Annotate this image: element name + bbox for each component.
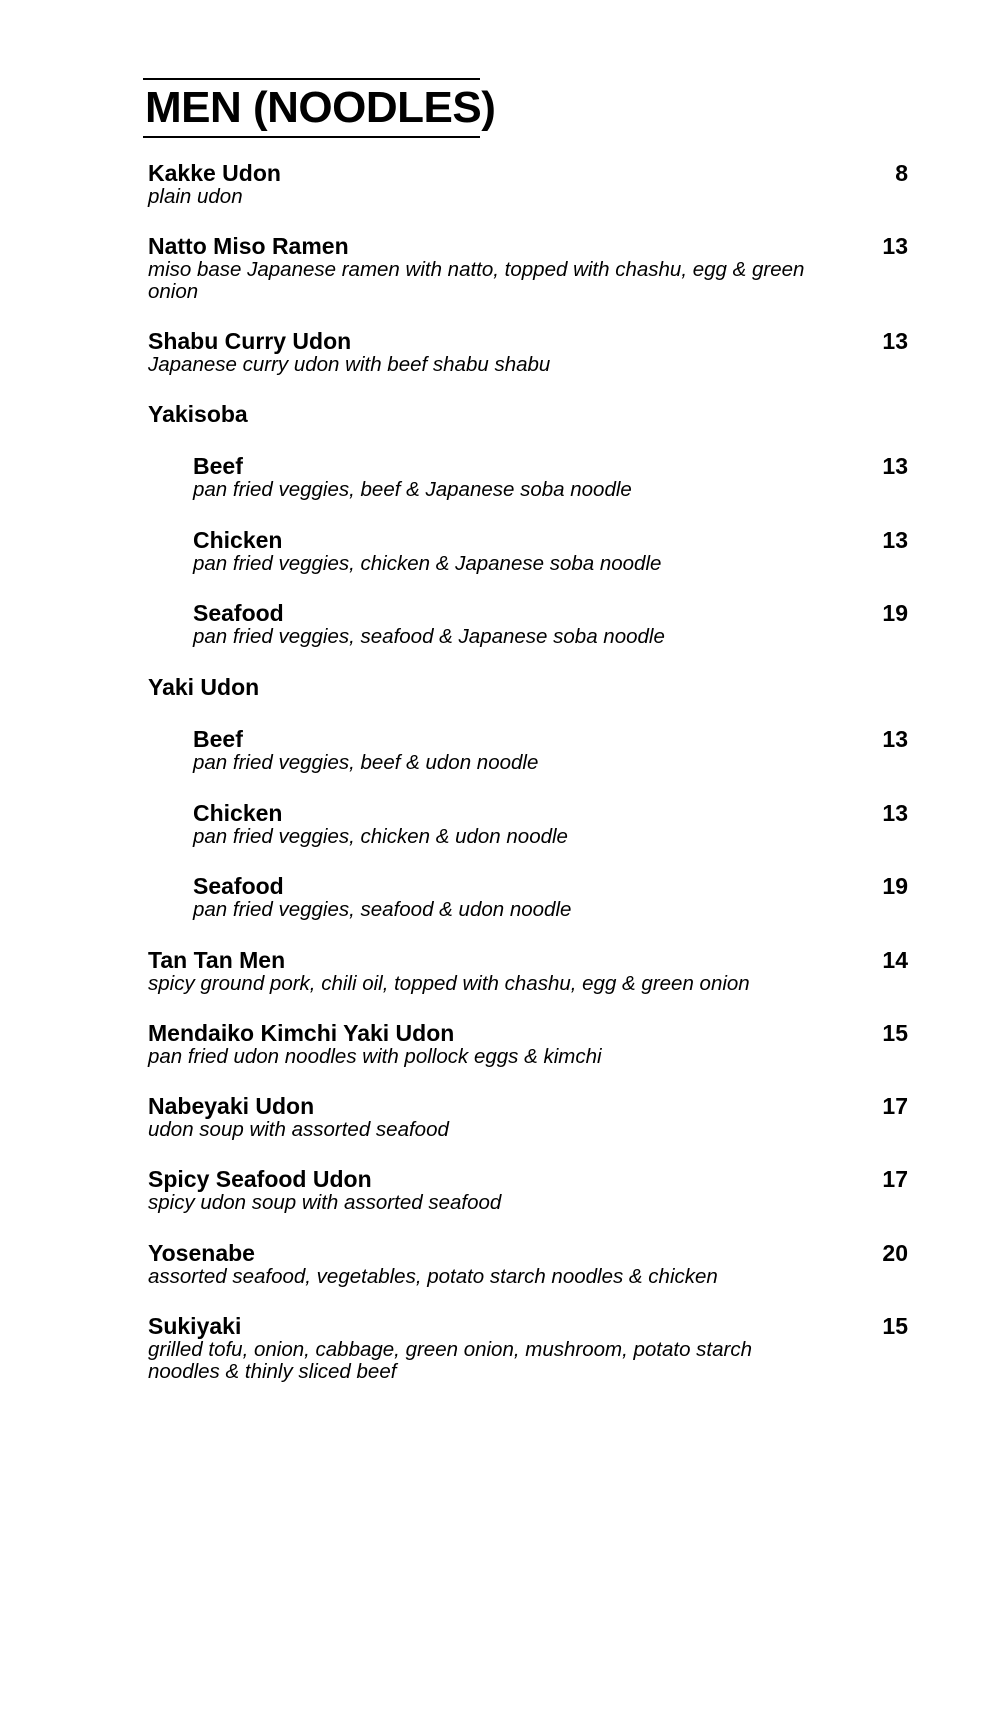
group-heading-yaki-udon: Yaki Udon [148,674,260,700]
item-price: 13 [882,453,908,479]
item-description: Japanese curry udon with beef shabu shabu [148,353,551,376]
item-description: pan fried veggies, seafood & Japanese soba noodle [193,625,665,648]
menu-item-yosenabe [148,1240,908,1288]
menu-item-nabeyaki-udon [148,1093,908,1141]
group-heading-yakisoba: Yakisoba [148,401,248,427]
item-description: spicy ground pork, chili oil, topped with chashu, egg & green onion [148,972,750,995]
item-name: Mendaiko Kimchi Yaki Udon [148,1020,455,1046]
menu-item-tan-tan-men [148,947,908,995]
item-name: Spicy Seafood Udon [148,1166,372,1192]
menu-item-yaki-udon-chicken [193,800,908,848]
item-description: spicy udon soup with assorted seafood [148,1191,502,1214]
item-price: 15 [882,1313,908,1339]
item-description: pan fried veggies, chicken & Japanese soba noodle [193,552,662,575]
item-description: pan fried veggies, beef & udon noodle [193,751,539,774]
item-name: Seafood [193,873,284,899]
item-price: 14 [882,947,908,973]
item-price: 19 [882,600,908,626]
item-price: 20 [882,1240,908,1266]
item-description: pan fried udon noodles with pollock eggs & kimchi [148,1045,602,1068]
menu-item-yakisoba-beef [193,453,908,501]
menu-item-shabu-curry-udon [148,328,908,376]
item-price: 17 [882,1166,908,1192]
item-name: Kakke Udon [148,160,281,186]
item-description: pan fried veggies, seafood & udon noodle [193,898,572,921]
menu-item-yaki-udon-beef [193,726,908,774]
item-price: 13 [882,726,908,752]
item-description: udon soup with assorted seafood [148,1118,449,1141]
item-description: pan fried veggies, chicken & udon noodle [193,825,568,848]
item-name: Natto Miso Ramen [148,233,349,259]
item-description: pan fried veggies, beef & Japanese soba noodle [193,478,632,501]
item-price: 13 [882,328,908,354]
item-price: 13 [882,800,908,826]
item-name: Chicken [193,800,283,826]
item-name: Seafood [193,600,284,626]
menu-item-kakke-udon [148,160,908,208]
item-name: Tan Tan Men [148,947,286,973]
item-name: Shabu Curry Udon [148,328,352,354]
menu-item-sukiyaki [148,1313,908,1383]
section-title: MEN (NOODLES) [145,83,496,132]
section-title-block [143,78,496,138]
menu-item-yakisoba-chicken [193,527,908,575]
menu-item-yaki-udon-seafood [193,873,908,921]
item-name: Nabeyaki Udon [148,1093,315,1119]
item-name: Yosenabe [148,1240,255,1266]
menu-item-natto-miso-ramen [148,233,908,303]
menu-item-spicy-seafood-udon [148,1166,908,1214]
menu-item-mendaiko-kimchi-yaki-udon [148,1020,908,1068]
item-name: Beef [193,726,243,752]
item-name: Beef [193,453,243,479]
item-price: 15 [882,1020,908,1046]
item-price: 13 [882,233,908,259]
item-price: 8 [895,160,908,186]
item-price: 17 [882,1093,908,1119]
item-description: grilled tofu, onion, cabbage, green onion, mushroom, potato starch noodles & thinly sliced beef [148,1338,752,1383]
item-price: 19 [882,873,908,899]
menu-item-yakisoba-seafood [193,600,908,648]
item-name: Sukiyaki [148,1313,242,1339]
item-description: assorted seafood, vegetables, potato starch noodles & chicken [148,1265,718,1288]
item-name: Chicken [193,527,283,553]
item-description: plain udon [148,185,243,208]
item-price: 13 [882,527,908,553]
item-description: miso base Japanese ramen with natto, topped with chashu, egg & green onion [148,258,805,303]
